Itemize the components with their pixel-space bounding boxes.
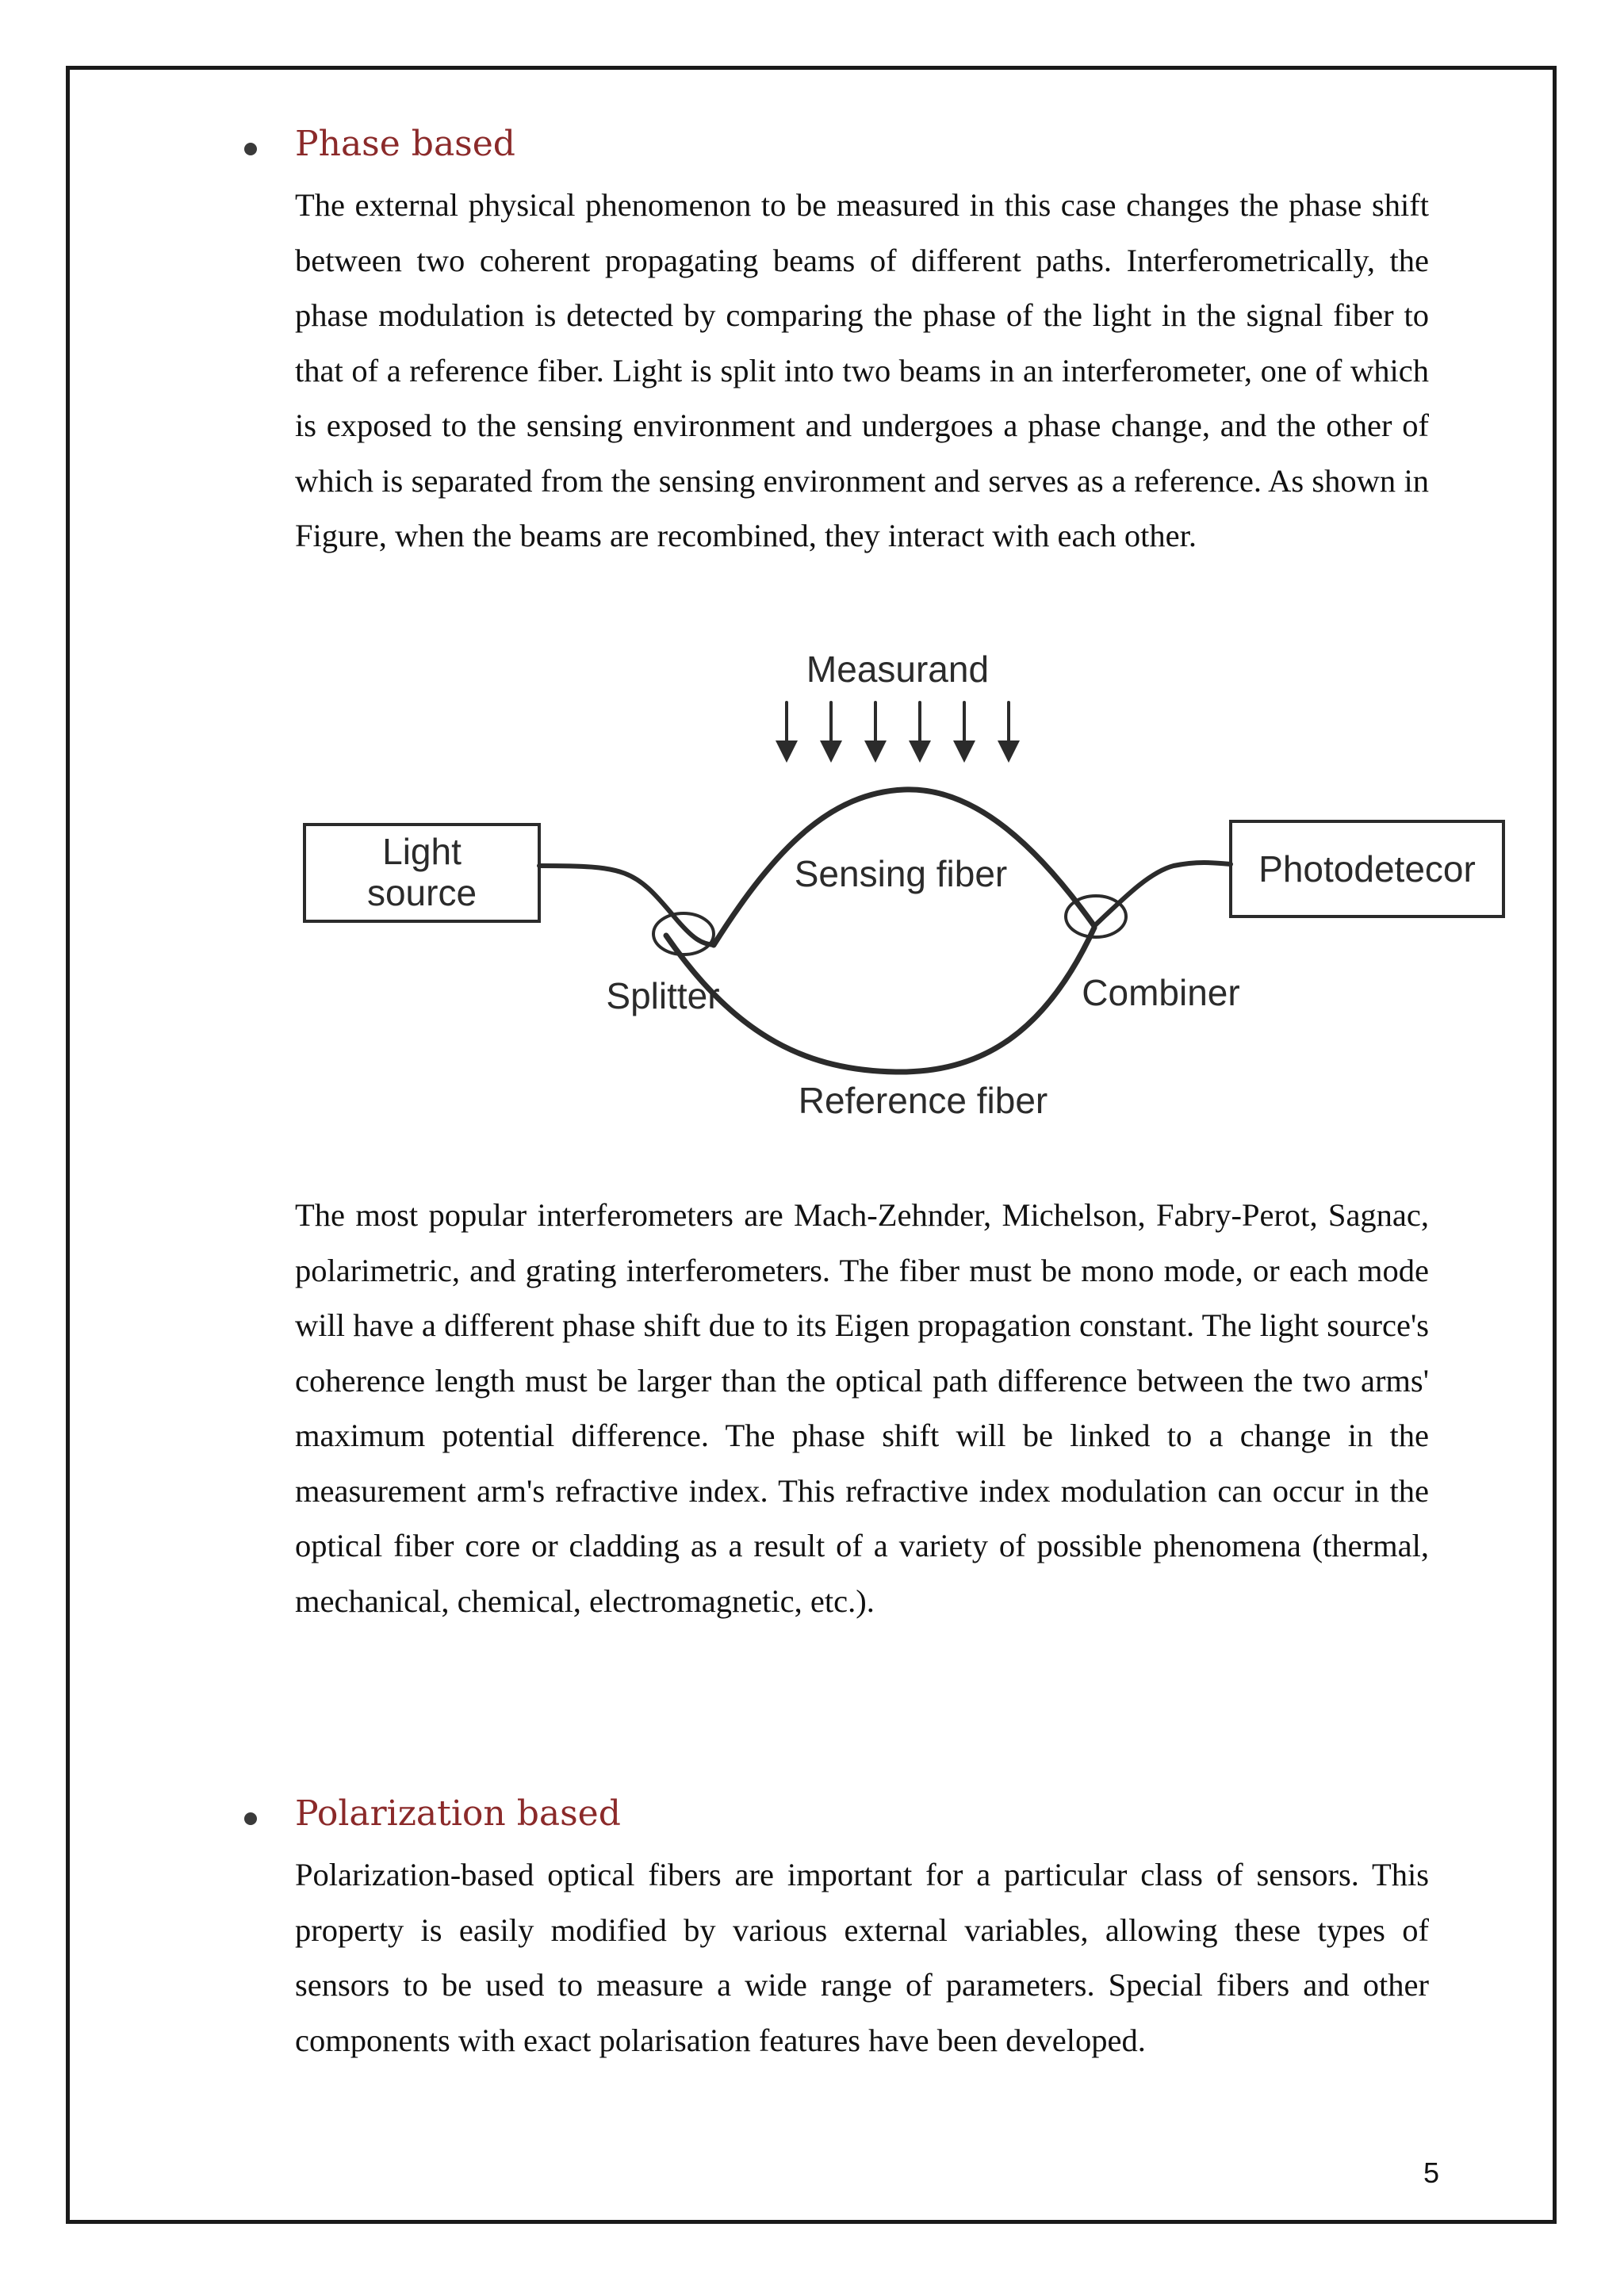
paragraph: The external physical phenomenon to be measured in this case changes the phase shift between two coherent propagating beams of different paths. Interferometrically, the phase modulation is detected by comparing the phase of the light in the signal fiber to that of a reference fiber. Light is split into two beams in an interferometer, one of which is exposed to the sensing environment and undergoes a phase change, and the other of which is separated from the sensing environment and serves as a reference. As shown in Figure, when the beams are recombined, they interact with each other. <box>295 187 1429 553</box>
combiner-label: Combiner <box>1082 972 1240 1013</box>
splitter-coupler <box>653 913 714 955</box>
photodetector-label: Photodetecor <box>1258 848 1476 890</box>
reference-fiber-label: Reference fiber <box>798 1080 1048 1121</box>
sensing-fiber-label: Sensing fiber <box>794 853 1008 894</box>
page-number: 5 <box>1423 2156 1439 2189</box>
light-source-label-line1: Light <box>382 831 462 872</box>
paragraph: The most popular interferometers are Mach-Zehnder, Michelson, Fabry-Perot, Sagnac, polarimetric, and grating interferometers. The fiber must be mono mode, or each mode will have a different phase shift due to its Eigen propagation constant. The light source's coherence length must be larger than the optical path difference between the two arms' maximum potential difference. The phase shift will be linked to a change in the measurement arm's refractive index. This refractive index modulation can occur in the optical fiber core or cladding as a result of a variety of possible phenomena (thermal, mechanical, chemical, electromagnetic, etc.). <box>295 1197 1429 1619</box>
combiner-coupler <box>1066 896 1126 937</box>
output-fiber <box>1094 863 1231 926</box>
section-heading: Phase based <box>295 124 515 164</box>
splitter-label: Splitter <box>606 975 720 1016</box>
interferometer-diagram <box>293 634 1515 1142</box>
bullet-icon <box>244 1812 257 1825</box>
diagram-svg <box>293 634 1515 1142</box>
light-source-label-line2: source <box>366 872 477 913</box>
measurand-label: Measurand <box>806 649 990 690</box>
paragraph: Polarization-based optical fibers are important for a particular class of sensors. This property is easily modified by various external variables, allowing these types of sensors to be used to measure a wide range of parameters. Special fibers and other components with exact polarisation features have been developed. <box>295 1857 1429 2058</box>
reference-fiber <box>666 928 1094 1072</box>
measurand-arrows <box>787 702 1009 745</box>
bullet-icon <box>244 143 257 155</box>
input-fiber <box>539 866 714 945</box>
section-heading: Polarization based <box>295 1793 621 1834</box>
arrowheads <box>776 740 1020 763</box>
